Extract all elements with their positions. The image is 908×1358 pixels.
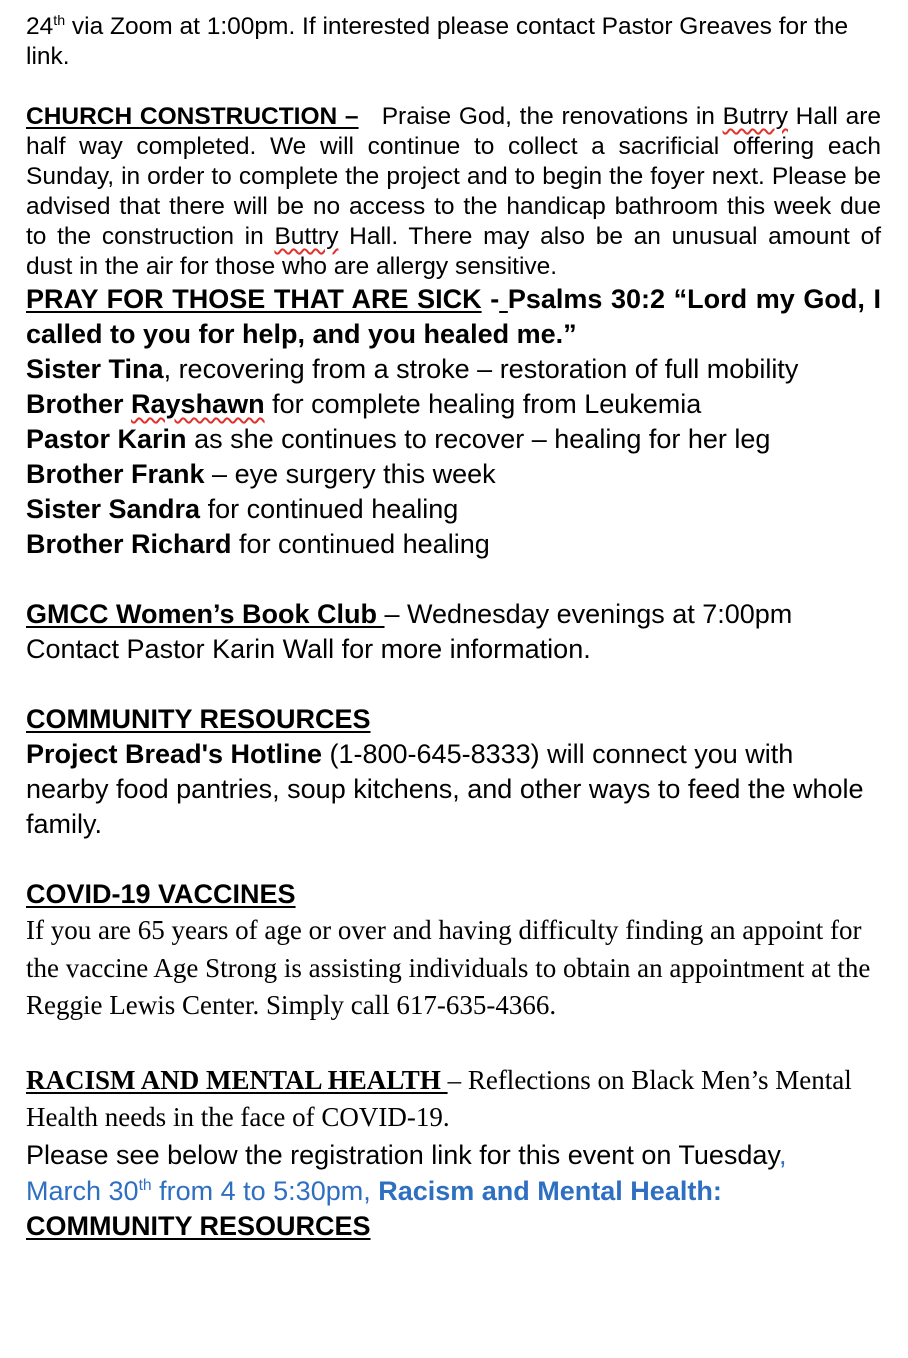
prayer-item-name: Brother Richard: [26, 529, 232, 559]
book-club-line-2: Contact Pastor Karin Wall for more information.: [26, 634, 591, 664]
prayer-item-name: Sister Tina: [26, 354, 164, 384]
prayer-heading: PRAY FOR THOSE THAT ARE SICK: [26, 284, 482, 314]
event-title-link[interactable]: Racism and Mental Health:: [378, 1175, 722, 1206]
prayer-item: [26, 492, 881, 527]
spacer: [26, 842, 881, 877]
prayer-item-detail: , recovering from a stroke – restoration of full mobility: [163, 354, 799, 384]
racism-heading: RACISM AND MENTAL HEALTH: [26, 1064, 448, 1095]
resources-heading-paragraph: [26, 702, 881, 737]
prayer-space: [499, 284, 508, 314]
misspelled-word-rayshawn[interactable]: Rayshawn: [131, 389, 265, 419]
prayer-item: [26, 527, 881, 562]
misspelled-word-butrry[interactable]: Butrry: [722, 103, 788, 130]
prayer-item: [26, 422, 881, 457]
prayer-dash: -: [481, 284, 500, 314]
spacer: [26, 1025, 881, 1062]
prayer-item-detail: as she continues to recover – healing for her leg: [186, 424, 771, 454]
spacer: [26, 667, 881, 702]
prayer-item-detail: for continued healing: [231, 529, 490, 559]
resources-text: (1-800-645-8333) will connect you with nearby food pantries, soup kitchens, and other ways to feed the whole family.: [26, 739, 864, 839]
prayer-item-detail: – eye surgery this week: [204, 459, 496, 489]
prayer-item: [26, 387, 881, 422]
registration-comma: ,: [778, 1139, 787, 1170]
construction-body-3: Hall. There may also be an unusual amount of dust in the air for those who are allergy sensitive.: [26, 223, 881, 280]
construction-body-1: Praise God, the renovations in: [358, 103, 723, 130]
prayer-item-detail: for complete healing from Leukemia: [264, 389, 702, 419]
prayer-item: [26, 352, 881, 387]
prayer-item-name: Pastor Karin: [26, 424, 187, 454]
footer-heading-paragraph: [26, 1209, 881, 1243]
construction-paragraph: [26, 102, 881, 282]
prayer-heading-paragraph: [26, 282, 881, 352]
footer-heading: COMMUNITY RESOURCES: [26, 1210, 371, 1241]
intro-text: via Zoom at 1:00pm. If interested please contact Pastor Greaves for the link.: [26, 13, 849, 70]
registration-text: Please see below the registration link for this event on Tuesday: [26, 1139, 779, 1170]
prayer-item-detail: for continued healing: [200, 494, 459, 524]
covid-text: If you are 65 years of age or over and having difficulty finding an appoint for the vaccine Age Strong is assisting individuals to obtain an appointment at the Reggie Lewis Center. Simply call 617-635-4366.: [26, 915, 871, 1020]
spacer: [26, 562, 881, 597]
prayer-item-name-prefix: Brother: [26, 389, 132, 419]
document-page: [26, 12, 881, 1243]
registration-paragraph: [26, 1137, 881, 1209]
prayer-item: [26, 457, 881, 492]
resources-heading: COMMUNITY RESOURCES: [26, 704, 371, 734]
covid-heading: COVID-19 VACCINES: [26, 879, 296, 909]
construction-heading: CHURCH CONSTRUCTION –: [26, 103, 359, 130]
covid-heading-paragraph: [26, 877, 881, 912]
book-club-paragraph: [26, 597, 881, 632]
prayer-item-name: Sister Sandra: [26, 494, 201, 524]
event-date: March 30: [26, 1175, 139, 1206]
prayer-scripture: Psalms 30:2 “Lord my God, I called to you for help, and you healed me.”: [26, 284, 881, 349]
resources-paragraph: [26, 737, 881, 842]
book-club-line-1: – Wednesday evenings at 7:00pm: [384, 599, 793, 629]
resources-hotline-name: Project Bread's Hotline: [26, 739, 322, 769]
spacer: [26, 72, 881, 102]
event-time: from 4 to 5:30pm,: [151, 1175, 379, 1206]
misspelled-word-buttry[interactable]: Buttry: [274, 223, 339, 250]
intro-day-suffix: th: [53, 12, 66, 29]
prayer-item-name: Brother Frank: [26, 459, 205, 489]
event-date-suffix: th: [138, 1176, 152, 1194]
racism-text: – Reflections on Black Men’s Mental Health needs in the face of COVID-19.: [26, 1064, 852, 1132]
intro-paragraph: [26, 12, 881, 72]
book-club-heading: GMCC Women’s Book Club: [26, 599, 385, 629]
racism-paragraph: [26, 1062, 881, 1137]
construction-body-2: Hall are half way completed. We will continue to collect a sacrificial offering each Sunday, in order to complete the project and to begin the foyer next. Please be advised that there will be no access to the handicap bathroom this week due to the construction in: [26, 103, 881, 250]
intro-day: 24: [26, 13, 54, 40]
